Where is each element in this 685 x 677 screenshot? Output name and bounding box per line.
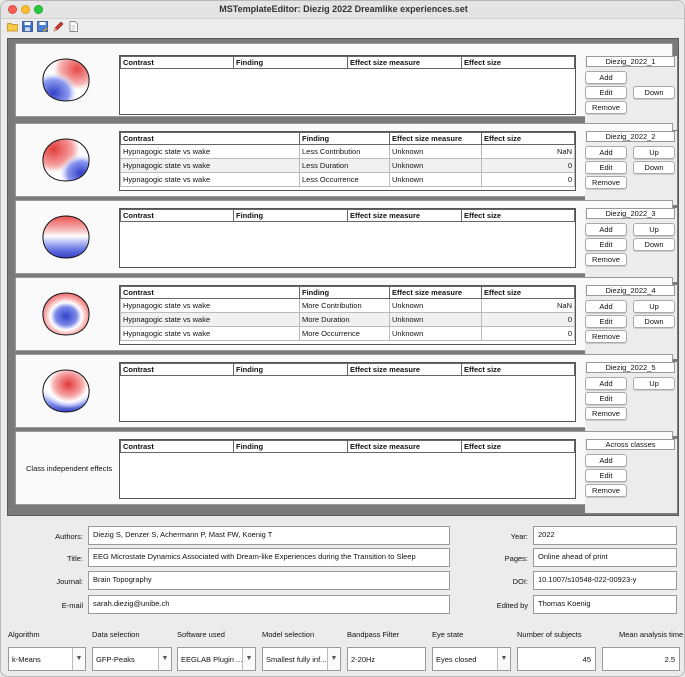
edit-button[interactable]: Edit <box>585 86 627 99</box>
chevron-down-icon: ▼ <box>327 648 340 670</box>
templates-panel <box>7 38 679 516</box>
column-header-effect-size[interactable]: Effect size <box>462 364 575 376</box>
remove-button[interactable]: Remove <box>585 484 627 497</box>
open-folder-icon[interactable] <box>7 21 18 32</box>
subjects-label: Number of subjects <box>517 630 582 639</box>
column-header-effect-size-measure[interactable]: Effect size measure <box>348 364 462 376</box>
table-row[interactable] <box>121 173 575 187</box>
save-as-icon[interactable] <box>37 21 48 32</box>
email-field[interactable]: sarah.diezig@unibe.ch <box>88 595 450 614</box>
column-header-finding[interactable]: Finding <box>300 133 390 145</box>
remove-button[interactable]: Remove <box>585 101 627 114</box>
software-dropdown[interactable] <box>177 647 256 671</box>
topomap-2 <box>41 138 91 182</box>
template-row-2 <box>15 123 673 197</box>
cell-effect-size-measure[interactable]: Unknown <box>390 299 482 313</box>
cell-finding[interactable]: Less Contribution <box>300 145 390 159</box>
class-independent-label: Class independent effects <box>26 464 113 473</box>
cell-finding[interactable]: Less Duration <box>300 159 390 173</box>
edit-button[interactable]: Edit <box>585 392 627 405</box>
cell-contrast[interactable]: Hypnagogic state vs wake <box>121 159 300 173</box>
column-header-effect-size[interactable]: Effect size <box>462 57 575 69</box>
cell-effect-size-measure[interactable]: Unknown <box>390 327 482 341</box>
move-up-button[interactable]: Up <box>633 377 675 390</box>
document-icon[interactable] <box>68 21 79 32</box>
column-header-effect-size[interactable]: Effect size <box>462 441 575 453</box>
journal-label: Journal: <box>56 577 83 586</box>
cell-contrast[interactable]: Hypnagogic state vs wake <box>121 299 300 313</box>
template-controls <box>585 131 677 205</box>
data-selection-label: Data selection <box>92 630 140 639</box>
cell-contrast[interactable]: Hypnagogic state vs wake <box>121 313 300 327</box>
move-up-button[interactable]: Up <box>633 146 675 159</box>
cell-contrast[interactable]: Hypnagogic state vs wake <box>121 173 300 187</box>
effects-table[interactable] <box>119 208 576 268</box>
doi-field[interactable]: 10.1007/s10548-022-00923-y <box>533 571 677 590</box>
column-header-finding[interactable]: Finding <box>300 287 390 299</box>
template-row-5 <box>15 354 673 428</box>
cell-finding[interactable]: More Contribution <box>300 299 390 313</box>
move-up-button[interactable]: Up <box>633 300 675 313</box>
template-controls <box>585 56 677 130</box>
journal-field[interactable]: Brain Topography <box>88 571 450 590</box>
email-label: E-mail <box>61 601 83 610</box>
effects-table[interactable] <box>119 362 576 422</box>
column-header-contrast[interactable]: Contrast <box>121 57 234 69</box>
authors-field[interactable]: Diezig S, Denzer S, Achermann P, Mast FW, Koenig T <box>88 526 450 545</box>
column-header-effect-size[interactable]: Effect size <box>482 133 575 145</box>
cell-effect-size-measure[interactable]: Unknown <box>390 145 482 159</box>
authors-label: Authors: <box>55 532 83 541</box>
add-button[interactable]: Add <box>585 71 627 84</box>
template-controls <box>585 439 677 513</box>
add-button[interactable]: Add <box>585 146 627 159</box>
column-header-effect-size[interactable]: Effect size <box>462 210 575 222</box>
effects-table[interactable] <box>119 285 576 345</box>
eye-state-dropdown[interactable] <box>432 647 511 671</box>
template-controls <box>585 285 677 359</box>
model-selection-value: Smallest fully inf... <box>266 655 327 664</box>
column-header-contrast[interactable]: Contrast <box>121 133 300 145</box>
class-independent-row <box>15 431 673 505</box>
chevron-down-icon: ▼ <box>242 648 255 670</box>
move-down-button[interactable]: Down <box>633 315 675 328</box>
cell-contrast[interactable]: Hypnagogic state vs wake <box>121 327 300 341</box>
cell-effect-size[interactable]: 0 <box>482 327 575 341</box>
move-up-button[interactable]: Up <box>633 223 675 236</box>
analysis-time-label: Mean analysis time <box>619 630 684 639</box>
column-header-contrast[interactable]: Contrast <box>121 441 234 453</box>
column-header-finding[interactable]: Finding <box>234 57 348 69</box>
cell-contrast[interactable]: Hypnagogic state vs wake <box>121 145 300 159</box>
subjects-field[interactable]: 45 <box>517 647 596 671</box>
column-header-contrast[interactable]: Contrast <box>121 210 234 222</box>
cell-effect-size[interactable]: NaN <box>482 145 575 159</box>
column-header-effect-size-measure[interactable]: Effect size measure <box>390 287 482 299</box>
data-selection-dropdown[interactable] <box>92 647 172 671</box>
chevron-down-icon: ▼ <box>497 648 510 670</box>
add-button[interactable]: Add <box>585 300 627 313</box>
pages-label: Pages: <box>504 554 528 563</box>
remove-button[interactable]: Remove <box>585 330 627 343</box>
move-down-button[interactable]: Down <box>633 161 675 174</box>
cell-effect-size[interactable]: 0 <box>482 313 575 327</box>
bandpass-field[interactable] <box>347 647 426 671</box>
edited-by-label: Edited by <box>496 601 528 610</box>
column-header-contrast[interactable]: Contrast <box>121 364 234 376</box>
template-name-field[interactable]: Diezig_2022_1 <box>586 56 675 67</box>
cell-finding[interactable]: Less Occurrence <box>300 173 390 187</box>
add-button[interactable]: Add <box>585 223 627 236</box>
column-header-contrast[interactable]: Contrast <box>121 287 300 299</box>
algorithm-dropdown[interactable] <box>8 647 86 671</box>
effects-table[interactable] <box>119 131 576 191</box>
cell-effect-size[interactable]: NaN <box>482 299 575 313</box>
template-row-1 <box>15 43 673 117</box>
pages-field[interactable]: Online ahead of print <box>533 548 677 567</box>
eye-state-value: Eyes closed <box>436 655 477 664</box>
topomap-4 <box>41 292 91 336</box>
algorithm-value: k-Means <box>12 655 41 664</box>
cell-effect-size[interactable]: 0 <box>482 159 575 173</box>
template-controls <box>585 362 677 436</box>
window-title: MSTemplateEditor: Diezig 2022 Dreamlike experiences.set <box>219 4 468 14</box>
column-header-effect-size-measure[interactable]: Effect size measure <box>348 441 462 453</box>
column-header-effect-size[interactable]: Effect size <box>482 287 575 299</box>
data-selection-value: GFP-Peaks <box>96 655 135 664</box>
cell-finding[interactable]: More Duration <box>300 313 390 327</box>
cell-effect-size[interactable]: 0 <box>482 173 575 187</box>
template-controls <box>585 208 677 282</box>
year-field[interactable]: 2022 <box>533 526 677 545</box>
bandpass-value: 2-20Hz <box>351 655 376 664</box>
eye-state-label: Eye state <box>432 630 464 639</box>
remove-button[interactable]: Remove <box>585 407 627 420</box>
remove-button[interactable]: Remove <box>585 253 627 266</box>
cell-finding[interactable]: More Occurrence <box>300 327 390 341</box>
doi-label: DOI: <box>512 577 528 586</box>
column-header-finding[interactable]: Finding <box>234 441 348 453</box>
add-button[interactable]: Add <box>585 454 627 467</box>
topomap-1 <box>41 58 91 102</box>
template-name-field[interactable]: Diezig_2022_4 <box>586 285 675 296</box>
edit-button[interactable]: Edit <box>585 161 627 174</box>
edit-button[interactable]: Edit <box>585 238 627 251</box>
edit-button[interactable]: Edit <box>585 315 627 328</box>
table-row[interactable] <box>121 299 575 313</box>
algorithm-label: Algorithm <box>8 630 40 639</box>
move-down-button[interactable]: Down <box>633 86 675 99</box>
table-row[interactable] <box>121 145 575 159</box>
effects-table[interactable] <box>119 439 576 499</box>
analysis-time-field[interactable]: 2.5 <box>602 647 680 671</box>
title-label: Title: <box>67 554 83 563</box>
column-header-effect-size-measure[interactable]: Effect size measure <box>348 210 462 222</box>
template-name-field[interactable]: Across classes <box>586 439 675 450</box>
table-row[interactable] <box>121 327 575 341</box>
template-name-field[interactable]: Diezig_2022_2 <box>586 131 675 142</box>
toolbar <box>1 19 685 35</box>
edited-by-field[interactable]: Thomas Koenig <box>533 595 677 614</box>
save-icon[interactable] <box>22 21 33 32</box>
column-header-effect-size-measure[interactable]: Effect size measure <box>348 57 462 69</box>
bandpass-label: Bandpass Filter <box>347 630 400 639</box>
add-button[interactable]: Add <box>585 377 627 390</box>
cell-effect-size-measure[interactable]: Unknown <box>390 313 482 327</box>
table-row[interactable] <box>121 159 575 173</box>
template-name-field[interactable]: Diezig_2022_3 <box>586 208 675 219</box>
topomap-5 <box>41 369 91 413</box>
software-label: Software used <box>177 630 225 639</box>
cell-effect-size-measure[interactable]: Unknown <box>390 159 482 173</box>
model-selection-label: Model selection <box>262 630 315 639</box>
software-value: EEGLAB Plugin ... <box>181 655 243 664</box>
title-bar <box>1 1 685 19</box>
model-selection-dropdown[interactable] <box>262 647 341 671</box>
template-row-3 <box>15 200 673 274</box>
title-field[interactable]: EEG Microstate Dynamics Associated with Dream-like Experiences during the Transition to Sleep <box>88 548 450 567</box>
column-header-finding[interactable]: Finding <box>234 364 348 376</box>
cell-effect-size-measure[interactable]: Unknown <box>390 173 482 187</box>
remove-button[interactable]: Remove <box>585 176 627 189</box>
chevron-down-icon: ▼ <box>72 648 85 670</box>
year-label: Year: <box>510 532 528 541</box>
chevron-down-icon: ▼ <box>158 648 171 670</box>
topomap-3 <box>41 215 91 259</box>
move-down-button[interactable]: Down <box>633 238 675 251</box>
template-name-field[interactable]: Diezig_2022_5 <box>586 362 675 373</box>
edit-pen-icon[interactable] <box>53 21 64 32</box>
column-header-effect-size-measure[interactable]: Effect size measure <box>390 133 482 145</box>
column-header-finding[interactable]: Finding <box>234 210 348 222</box>
template-row-4 <box>15 277 673 351</box>
effects-table[interactable] <box>119 55 576 115</box>
edit-button[interactable]: Edit <box>585 469 627 482</box>
table-row[interactable] <box>121 313 575 327</box>
